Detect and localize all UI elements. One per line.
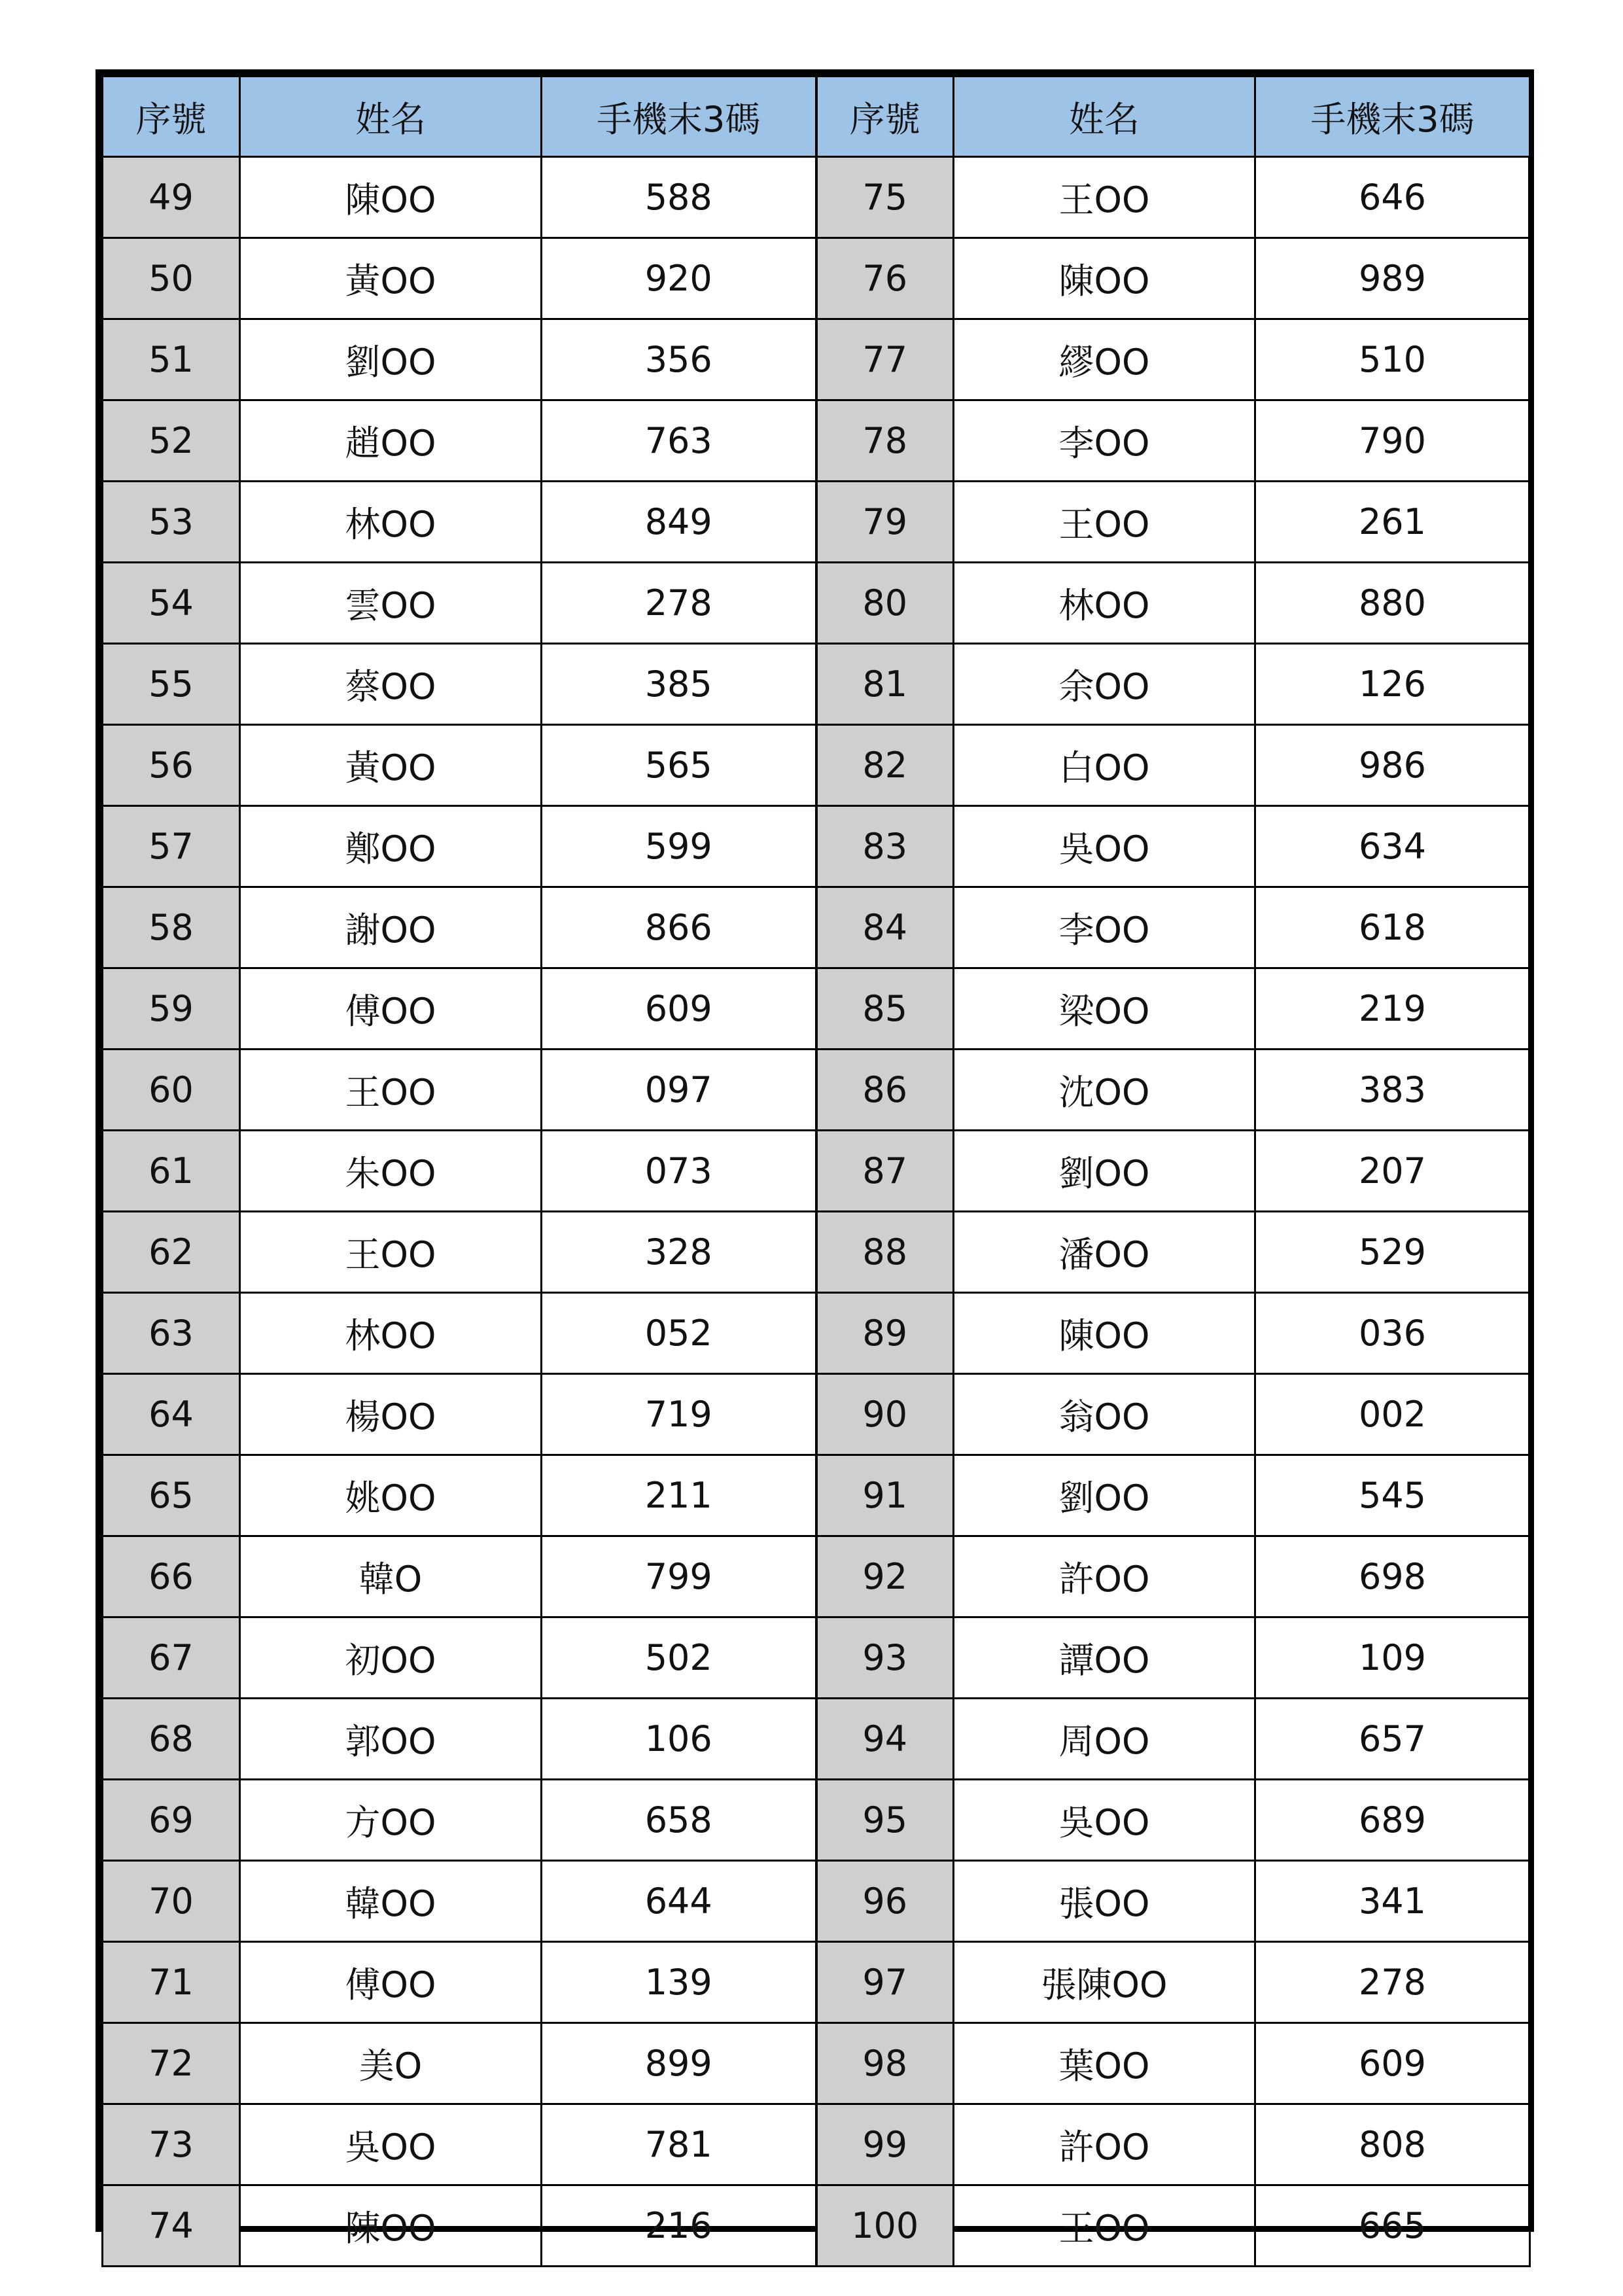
left-name-cell: 傅OO bbox=[240, 968, 542, 1050]
left-name-cell: 謝OO bbox=[240, 887, 542, 968]
left-name-cell: 劉OO bbox=[240, 319, 542, 400]
left-seq-cell: 63 bbox=[103, 1293, 240, 1374]
table-row bbox=[103, 887, 1530, 968]
right-phone-cell: 989 bbox=[1255, 238, 1530, 319]
left-name-cell: 王OO bbox=[240, 1050, 542, 1131]
table-row bbox=[103, 2185, 1530, 2267]
right-name-cell: 劉OO bbox=[954, 1131, 1255, 1212]
table-row bbox=[103, 238, 1530, 319]
right-seq-cell: 98 bbox=[816, 2023, 954, 2104]
right-phone-cell: 126 bbox=[1255, 644, 1530, 725]
left-name-cell: 韓OO bbox=[240, 1861, 542, 1942]
right-seq-cell: 91 bbox=[816, 1455, 954, 1536]
right-phone-cell: 689 bbox=[1255, 1780, 1530, 1861]
right-phone-cell: 646 bbox=[1255, 157, 1530, 238]
left-name-cell: 姚OO bbox=[240, 1455, 542, 1536]
right-phone-cell: 634 bbox=[1255, 806, 1530, 887]
right-phone-cell: 808 bbox=[1255, 2104, 1530, 2185]
left-phone-cell: 899 bbox=[542, 2023, 816, 2104]
left-name-cell: 雲OO bbox=[240, 563, 542, 644]
left-phone-cell: 588 bbox=[542, 157, 816, 238]
right-phone-cell: 657 bbox=[1255, 1699, 1530, 1780]
right-name-cell: 張OO bbox=[954, 1861, 1255, 1942]
right-phone-cell: 341 bbox=[1255, 1861, 1530, 1942]
left-seq-cell: 72 bbox=[103, 2023, 240, 2104]
left-seq-cell: 51 bbox=[103, 319, 240, 400]
table-row bbox=[103, 1374, 1530, 1455]
left-seq-cell: 73 bbox=[103, 2104, 240, 2185]
left-seq-cell: 65 bbox=[103, 1455, 240, 1536]
right-phone-cell: 545 bbox=[1255, 1455, 1530, 1536]
table-row bbox=[103, 2104, 1530, 2185]
right-seq-cell: 90 bbox=[816, 1374, 954, 1455]
left-name-cell: 陳OO bbox=[240, 157, 542, 238]
right-phone-cell: 261 bbox=[1255, 482, 1530, 563]
right-name-cell: 陳OO bbox=[954, 238, 1255, 319]
left-seq-cell: 66 bbox=[103, 1536, 240, 1617]
right-seq-cell: 84 bbox=[816, 887, 954, 968]
left-name-cell: 楊OO bbox=[240, 1374, 542, 1455]
right-seq-cell: 94 bbox=[816, 1699, 954, 1780]
right-seq-cell: 78 bbox=[816, 400, 954, 482]
right-phone-cell: 698 bbox=[1255, 1536, 1530, 1617]
left-name-cell: 傅OO bbox=[240, 1942, 542, 2023]
table-row bbox=[103, 1617, 1530, 1699]
left-name-cell: 蔡OO bbox=[240, 644, 542, 725]
right-name-cell: 沈OO bbox=[954, 1050, 1255, 1131]
left-seq-cell: 70 bbox=[103, 1861, 240, 1942]
right-seq-cell: 81 bbox=[816, 644, 954, 725]
left-seq-cell: 56 bbox=[103, 725, 240, 806]
right-seq-cell: 89 bbox=[816, 1293, 954, 1374]
left-name-cell: 初OO bbox=[240, 1617, 542, 1699]
right-name-cell: 余OO bbox=[954, 644, 1255, 725]
right-seq-cell: 75 bbox=[816, 157, 954, 238]
right-phone-cell: 002 bbox=[1255, 1374, 1530, 1455]
left-phone-cell: 052 bbox=[542, 1293, 816, 1374]
left-phone-cell: 644 bbox=[542, 1861, 816, 1942]
left-phone-cell: 073 bbox=[542, 1131, 816, 1212]
table-row bbox=[103, 400, 1530, 482]
right-seq-cell: 93 bbox=[816, 1617, 954, 1699]
left-seq-cell: 58 bbox=[103, 887, 240, 968]
right-name-cell: 潘OO bbox=[954, 1212, 1255, 1293]
left-phone-cell: 356 bbox=[542, 319, 816, 400]
left-name-cell: 吳OO bbox=[240, 2104, 542, 2185]
right-name-cell: 梁OO bbox=[954, 968, 1255, 1050]
left-seq-cell: 61 bbox=[103, 1131, 240, 1212]
table-row bbox=[103, 1780, 1530, 1861]
header-row bbox=[103, 77, 1530, 157]
right-name-cell: 劉OO bbox=[954, 1455, 1255, 1536]
right-name-cell: 張陳OO bbox=[954, 1942, 1255, 2023]
right-phone-cell: 278 bbox=[1255, 1942, 1530, 2023]
table-row bbox=[103, 968, 1530, 1050]
left-phone-cell: 502 bbox=[542, 1617, 816, 1699]
left-phone-cell: 849 bbox=[542, 482, 816, 563]
right-name-cell: 周OO bbox=[954, 1699, 1255, 1780]
right-name-cell: 吳OO bbox=[954, 1780, 1255, 1861]
right-name-cell: 許OO bbox=[954, 2104, 1255, 2185]
left-phone-cell: 799 bbox=[542, 1536, 816, 1617]
right-seq-cell: 96 bbox=[816, 1861, 954, 1942]
left-name-cell: 陳OO bbox=[240, 2185, 542, 2267]
left-seq-cell: 60 bbox=[103, 1050, 240, 1131]
right-phone-cell: 383 bbox=[1255, 1050, 1530, 1131]
right-seq-cell: 83 bbox=[816, 806, 954, 887]
table-row bbox=[103, 1942, 1530, 2023]
right-seq-cell: 79 bbox=[816, 482, 954, 563]
right-phone-cell: 036 bbox=[1255, 1293, 1530, 1374]
table-row bbox=[103, 2023, 1530, 2104]
right-name-cell: 白OO bbox=[954, 725, 1255, 806]
right-name-cell: 陳OO bbox=[954, 1293, 1255, 1374]
left-phone-cell: 920 bbox=[542, 238, 816, 319]
left-phone-cell: 719 bbox=[542, 1374, 816, 1455]
table-row bbox=[103, 563, 1530, 644]
left-name-cell: 朱OO bbox=[240, 1131, 542, 1212]
right-seq-cell: 92 bbox=[816, 1536, 954, 1617]
left-seq-cell: 67 bbox=[103, 1617, 240, 1699]
right-phone-cell: 510 bbox=[1255, 319, 1530, 400]
left-phone-cell: 106 bbox=[542, 1699, 816, 1780]
left-phone-cell: 658 bbox=[542, 1780, 816, 1861]
left-seq-cell: 57 bbox=[103, 806, 240, 887]
right-name-cell: 許OO bbox=[954, 1536, 1255, 1617]
left-seq-cell: 68 bbox=[103, 1699, 240, 1780]
right-seq-cell: 82 bbox=[816, 725, 954, 806]
right-name-cell: 翁OO bbox=[954, 1374, 1255, 1455]
left-name-cell: 趙OO bbox=[240, 400, 542, 482]
right-phone-cell: 618 bbox=[1255, 887, 1530, 968]
right-seq-cell: 100 bbox=[816, 2185, 954, 2267]
left-phone-cell: 097 bbox=[542, 1050, 816, 1131]
left-name-cell: 黃OO bbox=[240, 725, 542, 806]
right-phone-cell: 529 bbox=[1255, 1212, 1530, 1293]
left-seq-cell: 55 bbox=[103, 644, 240, 725]
right-name-cell: 李OO bbox=[954, 400, 1255, 482]
left-name-cell: 郭OO bbox=[240, 1699, 542, 1780]
right-name-cell: 王OO bbox=[954, 482, 1255, 563]
left-phone-cell: 565 bbox=[542, 725, 816, 806]
left-phone-cell: 216 bbox=[542, 2185, 816, 2267]
right-name-cell: 葉OO bbox=[954, 2023, 1255, 2104]
table-row bbox=[103, 1293, 1530, 1374]
left-seq-cell: 49 bbox=[103, 157, 240, 238]
header-name-right: 姓名 bbox=[954, 77, 1255, 157]
right-phone-cell: 790 bbox=[1255, 400, 1530, 482]
header-seq-left: 序號 bbox=[103, 77, 240, 157]
left-name-cell: 美O bbox=[240, 2023, 542, 2104]
left-seq-cell: 62 bbox=[103, 1212, 240, 1293]
left-phone-cell: 278 bbox=[542, 563, 816, 644]
left-seq-cell: 50 bbox=[103, 238, 240, 319]
right-phone-cell: 880 bbox=[1255, 563, 1530, 644]
left-seq-cell: 52 bbox=[103, 400, 240, 482]
right-seq-cell: 80 bbox=[816, 563, 954, 644]
header-seq-right: 序號 bbox=[816, 77, 954, 157]
right-seq-cell: 99 bbox=[816, 2104, 954, 2185]
right-seq-cell: 87 bbox=[816, 1131, 954, 1212]
right-seq-cell: 77 bbox=[816, 319, 954, 400]
right-name-cell: 王OO bbox=[954, 2185, 1255, 2267]
left-phone-cell: 599 bbox=[542, 806, 816, 887]
left-seq-cell: 64 bbox=[103, 1374, 240, 1455]
table-row bbox=[103, 1536, 1530, 1617]
left-name-cell: 方OO bbox=[240, 1780, 542, 1861]
left-seq-cell: 71 bbox=[103, 1942, 240, 2023]
right-phone-cell: 207 bbox=[1255, 1131, 1530, 1212]
left-name-cell: 黃OO bbox=[240, 238, 542, 319]
header-phone-right: 手機末3碼 bbox=[1255, 77, 1530, 157]
left-name-cell: 韓O bbox=[240, 1536, 542, 1617]
header-name-left: 姓名 bbox=[240, 77, 542, 157]
table-row bbox=[103, 725, 1530, 806]
table-row bbox=[103, 1212, 1530, 1293]
table-row bbox=[103, 1131, 1530, 1212]
table-row bbox=[103, 157, 1530, 238]
left-phone-cell: 781 bbox=[542, 2104, 816, 2185]
left-name-cell: 王OO bbox=[240, 1212, 542, 1293]
left-phone-cell: 211 bbox=[542, 1455, 816, 1536]
right-seq-cell: 88 bbox=[816, 1212, 954, 1293]
header-phone-left: 手機末3碼 bbox=[542, 77, 816, 157]
right-seq-cell: 76 bbox=[816, 238, 954, 319]
right-phone-cell: 609 bbox=[1255, 2023, 1530, 2104]
left-seq-cell: 54 bbox=[103, 563, 240, 644]
right-seq-cell: 97 bbox=[816, 1942, 954, 2023]
roster-table bbox=[101, 75, 1531, 2267]
left-name-cell: 林OO bbox=[240, 1293, 542, 1374]
left-name-cell: 林OO bbox=[240, 482, 542, 563]
roster-sheet bbox=[96, 69, 1534, 2249]
right-name-cell: 吳OO bbox=[954, 806, 1255, 887]
table-row bbox=[103, 1699, 1530, 1780]
right-seq-cell: 85 bbox=[816, 968, 954, 1050]
table-row bbox=[103, 1861, 1530, 1942]
right-seq-cell: 95 bbox=[816, 1780, 954, 1861]
right-phone-cell: 219 bbox=[1255, 968, 1530, 1050]
roster-body bbox=[103, 157, 1530, 2267]
left-phone-cell: 139 bbox=[542, 1942, 816, 2023]
right-phone-cell: 665 bbox=[1255, 2185, 1530, 2267]
left-seq-cell: 59 bbox=[103, 968, 240, 1050]
right-phone-cell: 109 bbox=[1255, 1617, 1530, 1699]
left-seq-cell: 74 bbox=[103, 2185, 240, 2267]
right-name-cell: 李OO bbox=[954, 887, 1255, 968]
table-row bbox=[103, 806, 1530, 887]
table-row bbox=[103, 319, 1530, 400]
right-seq-cell: 86 bbox=[816, 1050, 954, 1131]
left-phone-cell: 763 bbox=[542, 400, 816, 482]
left-phone-cell: 385 bbox=[542, 644, 816, 725]
right-name-cell: 繆OO bbox=[954, 319, 1255, 400]
right-name-cell: 譚OO bbox=[954, 1617, 1255, 1699]
left-seq-cell: 69 bbox=[103, 1780, 240, 1861]
right-phone-cell: 986 bbox=[1255, 725, 1530, 806]
left-phone-cell: 866 bbox=[542, 887, 816, 968]
table-row bbox=[103, 644, 1530, 725]
right-name-cell: 林OO bbox=[954, 563, 1255, 644]
left-phone-cell: 328 bbox=[542, 1212, 816, 1293]
left-seq-cell: 53 bbox=[103, 482, 240, 563]
right-name-cell: 王OO bbox=[954, 157, 1255, 238]
left-phone-cell: 609 bbox=[542, 968, 816, 1050]
table-row bbox=[103, 482, 1530, 563]
left-name-cell: 鄭OO bbox=[240, 806, 542, 887]
table-row bbox=[103, 1050, 1530, 1131]
table-row bbox=[103, 1455, 1530, 1536]
